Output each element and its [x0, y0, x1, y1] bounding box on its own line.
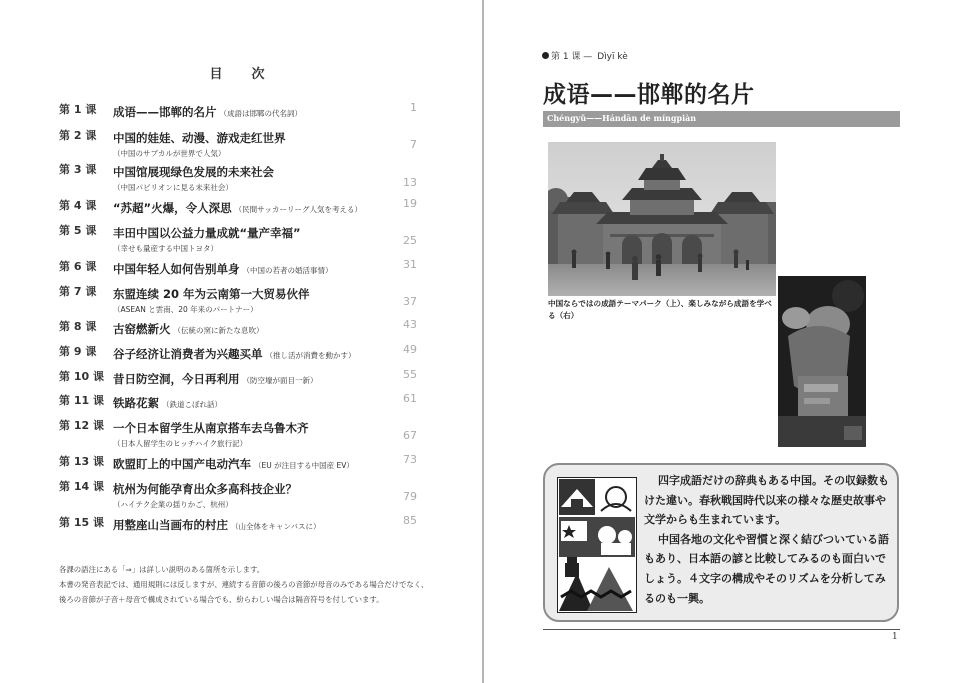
lesson-label-text: 第 1 课 —	[551, 52, 593, 62]
toc-title: 目 次	[209, 67, 273, 82]
lesson-title-jp: （中国のサブカルが世界で人気）	[113, 149, 226, 158]
lesson-heading	[113, 318, 383, 337]
lesson-heading	[113, 453, 383, 472]
lesson-number: 第 14 课	[59, 480, 104, 493]
bottom-rule	[543, 629, 900, 630]
page-ref: 73	[403, 453, 417, 466]
lesson-number: 第 15 课	[59, 516, 104, 529]
page-ref: 37	[403, 295, 417, 308]
toc-notes	[59, 562, 429, 607]
lesson-number: 第 13 课	[59, 455, 104, 468]
lesson-number: 第 2 课	[59, 129, 97, 142]
left-page	[0, 0, 482, 683]
lesson-label	[542, 49, 628, 62]
lesson-title-cn: “苏超”火爆，令人深思	[113, 201, 232, 215]
lesson-title-jp: （中国の若者の婚活事情）	[242, 266, 333, 275]
toc-entry	[59, 283, 417, 313]
lesson-title-jp: （鉄道こぼれ話）	[162, 400, 222, 409]
page-ref: 85	[403, 514, 417, 527]
lesson-number: 第 5 课	[59, 224, 97, 237]
lesson-title-cn: 一个日本留学生从南京搭车去乌鲁木齐	[113, 421, 309, 435]
theme-park-photo	[548, 142, 776, 296]
page-ref: 13	[403, 176, 417, 189]
lesson-title-cn: 中国年轻人如何告别单身	[113, 262, 240, 276]
lesson-heading	[113, 222, 383, 254]
lesson-title-jp: （EU が注目する中国産 EV）	[254, 461, 354, 470]
lesson-number: 第 3 课	[59, 163, 97, 176]
pinyin-bar	[543, 111, 900, 127]
note-pronunciation: 本書の発音表記では、通用規則には反しますが、連続する音節の後ろの音節が母音のみである場合だけでなく、後ろの音節が子音＋母音で構成されている場合でも、紛らわしい場合は隔音符号を付しています。	[59, 580, 429, 604]
lesson-heading	[113, 478, 383, 510]
lesson-number: 第 9 课	[59, 345, 97, 358]
page-ref: 49	[403, 343, 417, 356]
lesson-title-jp: （日本人留学生のヒッチハイク旅行記）	[113, 439, 248, 448]
lesson-title-cn: 中国馆展现绿色发展的未来社会	[113, 165, 274, 179]
lesson-heading	[113, 283, 383, 315]
lesson-heading	[113, 258, 383, 277]
toc-entry	[59, 417, 417, 447]
lesson-title-jp: （推し活が消費を動かす）	[265, 351, 356, 360]
page-ref: 79	[403, 490, 417, 503]
lesson-title-cn: 中国的娃娃、动漫、游戏走红世界	[113, 131, 286, 145]
page-ref: 43	[403, 318, 417, 331]
lesson-number: 第 11 课	[59, 394, 104, 407]
page-ref: 19	[403, 197, 417, 210]
lesson-title-jp: （幸せも量産する中国トヨタ）	[113, 244, 218, 253]
lesson-title-cn: 铁路花絮	[113, 396, 159, 410]
page-ref: 61	[403, 392, 417, 405]
lesson-heading	[113, 392, 383, 411]
lesson-title-cn: 用整座山当画布的村庄	[113, 518, 228, 532]
lesson-heading	[113, 197, 383, 216]
lesson-title-jp: （中国パビリオンに見る未来社会）	[113, 183, 233, 192]
lesson-label-pinyin: Dìyī kè	[597, 52, 628, 62]
bullet-icon	[542, 52, 549, 59]
intro-paragraph-2: 中国各地の文化や習慣と深く結びついている語もあり、日本語の諺と比較してみるのも面白いでしょう。４文字の構成やそのリズムを分析してみるのも一興。	[644, 532, 889, 605]
lesson-title-jp: （民間サッカーリーグ人気を考える）	[234, 205, 362, 214]
intro-paragraph-1: 四字成語だけの辞典もある中国。その収録数もけた違い。春秋戦国時代以来の様々な歴史故事や文学からも生まれています。	[644, 474, 889, 527]
lesson-number: 第 8 课	[59, 320, 97, 333]
page-ref: 1	[410, 101, 417, 114]
lesson-title-jp: （山全体をキャンバスに）	[231, 522, 321, 531]
lesson-title-cn: 欧盟盯上的中国产电动汽车	[113, 457, 251, 471]
note-arrow: 各課の語注にある「⇒」は詳しい説明のある箇所を示します。	[59, 565, 265, 574]
photo-caption: 中国ならではの成語テーマパーク（上）、楽しみながら成語を学べる（右）	[548, 299, 772, 320]
toc-entry	[59, 514, 417, 544]
lesson-title-cn: 古窑燃新火	[113, 322, 171, 336]
lesson-number: 第 12 课	[59, 419, 104, 432]
toc-entry	[59, 222, 417, 252]
lesson-title-jp: （防空壕が面目一新）	[242, 376, 318, 385]
lesson-heading	[113, 514, 383, 533]
lesson-heading	[113, 368, 383, 387]
lesson-heading	[113, 101, 383, 120]
china-collage-illustration	[557, 477, 637, 613]
lesson-title-cn: 成语——邯郸的名片	[113, 105, 217, 119]
toc-entry	[59, 478, 417, 508]
lesson-heading	[113, 161, 383, 193]
page-ref: 7	[410, 138, 417, 151]
intro-text	[644, 471, 894, 608]
page-number: 1	[892, 632, 898, 642]
right-page	[484, 0, 966, 683]
lesson-title-cn: 谷子经济让消费者为兴趣买单	[113, 347, 263, 361]
lesson-number: 第 4 课	[59, 199, 97, 212]
lesson-title-jp: （成語は邯鄲の代名詞）	[219, 109, 302, 118]
lesson-heading	[113, 417, 383, 449]
lesson-title-jp: （ASEAN と雲南、20 年来のパートナー）	[113, 305, 258, 314]
toc-entry	[59, 161, 417, 191]
lesson-title-pinyin: Chéngyǔ——Hándān de míngpiàn	[547, 113, 697, 123]
page-ref: 67	[403, 429, 417, 442]
lesson-title: 成语——邯郸的名片	[543, 82, 755, 108]
lesson-title-cn: 东盟连续 20 年为云南第一大贸易伙伴	[113, 287, 310, 301]
toc-entry	[59, 127, 417, 157]
lesson-title-cn: 昔日防空洞，今日再利用	[113, 372, 240, 386]
lesson-heading	[113, 127, 383, 159]
lesson-title-cn: 丰田中国以公益力量成就“量产幸福”	[113, 226, 301, 240]
lesson-number: 第 10 课	[59, 370, 104, 383]
lesson-number: 第 6 课	[59, 260, 97, 273]
lesson-title-jp: （ハイテク企業の揺りかご、杭州）	[113, 500, 233, 509]
lesson-number: 第 1 课	[59, 103, 97, 116]
lesson-title-cn: 杭州为何能孕育出众多高科技企业？	[113, 482, 297, 496]
page-ref: 55	[403, 368, 417, 381]
idiom-sculpture-photo	[778, 276, 866, 447]
page-ref: 25	[403, 234, 417, 247]
lesson-heading	[113, 343, 383, 362]
page-ref: 31	[403, 258, 417, 271]
lesson-title-jp: （伝統の窯に新たな息吹）	[173, 326, 264, 335]
lesson-number: 第 7 课	[59, 285, 97, 298]
intro-box	[543, 463, 899, 622]
